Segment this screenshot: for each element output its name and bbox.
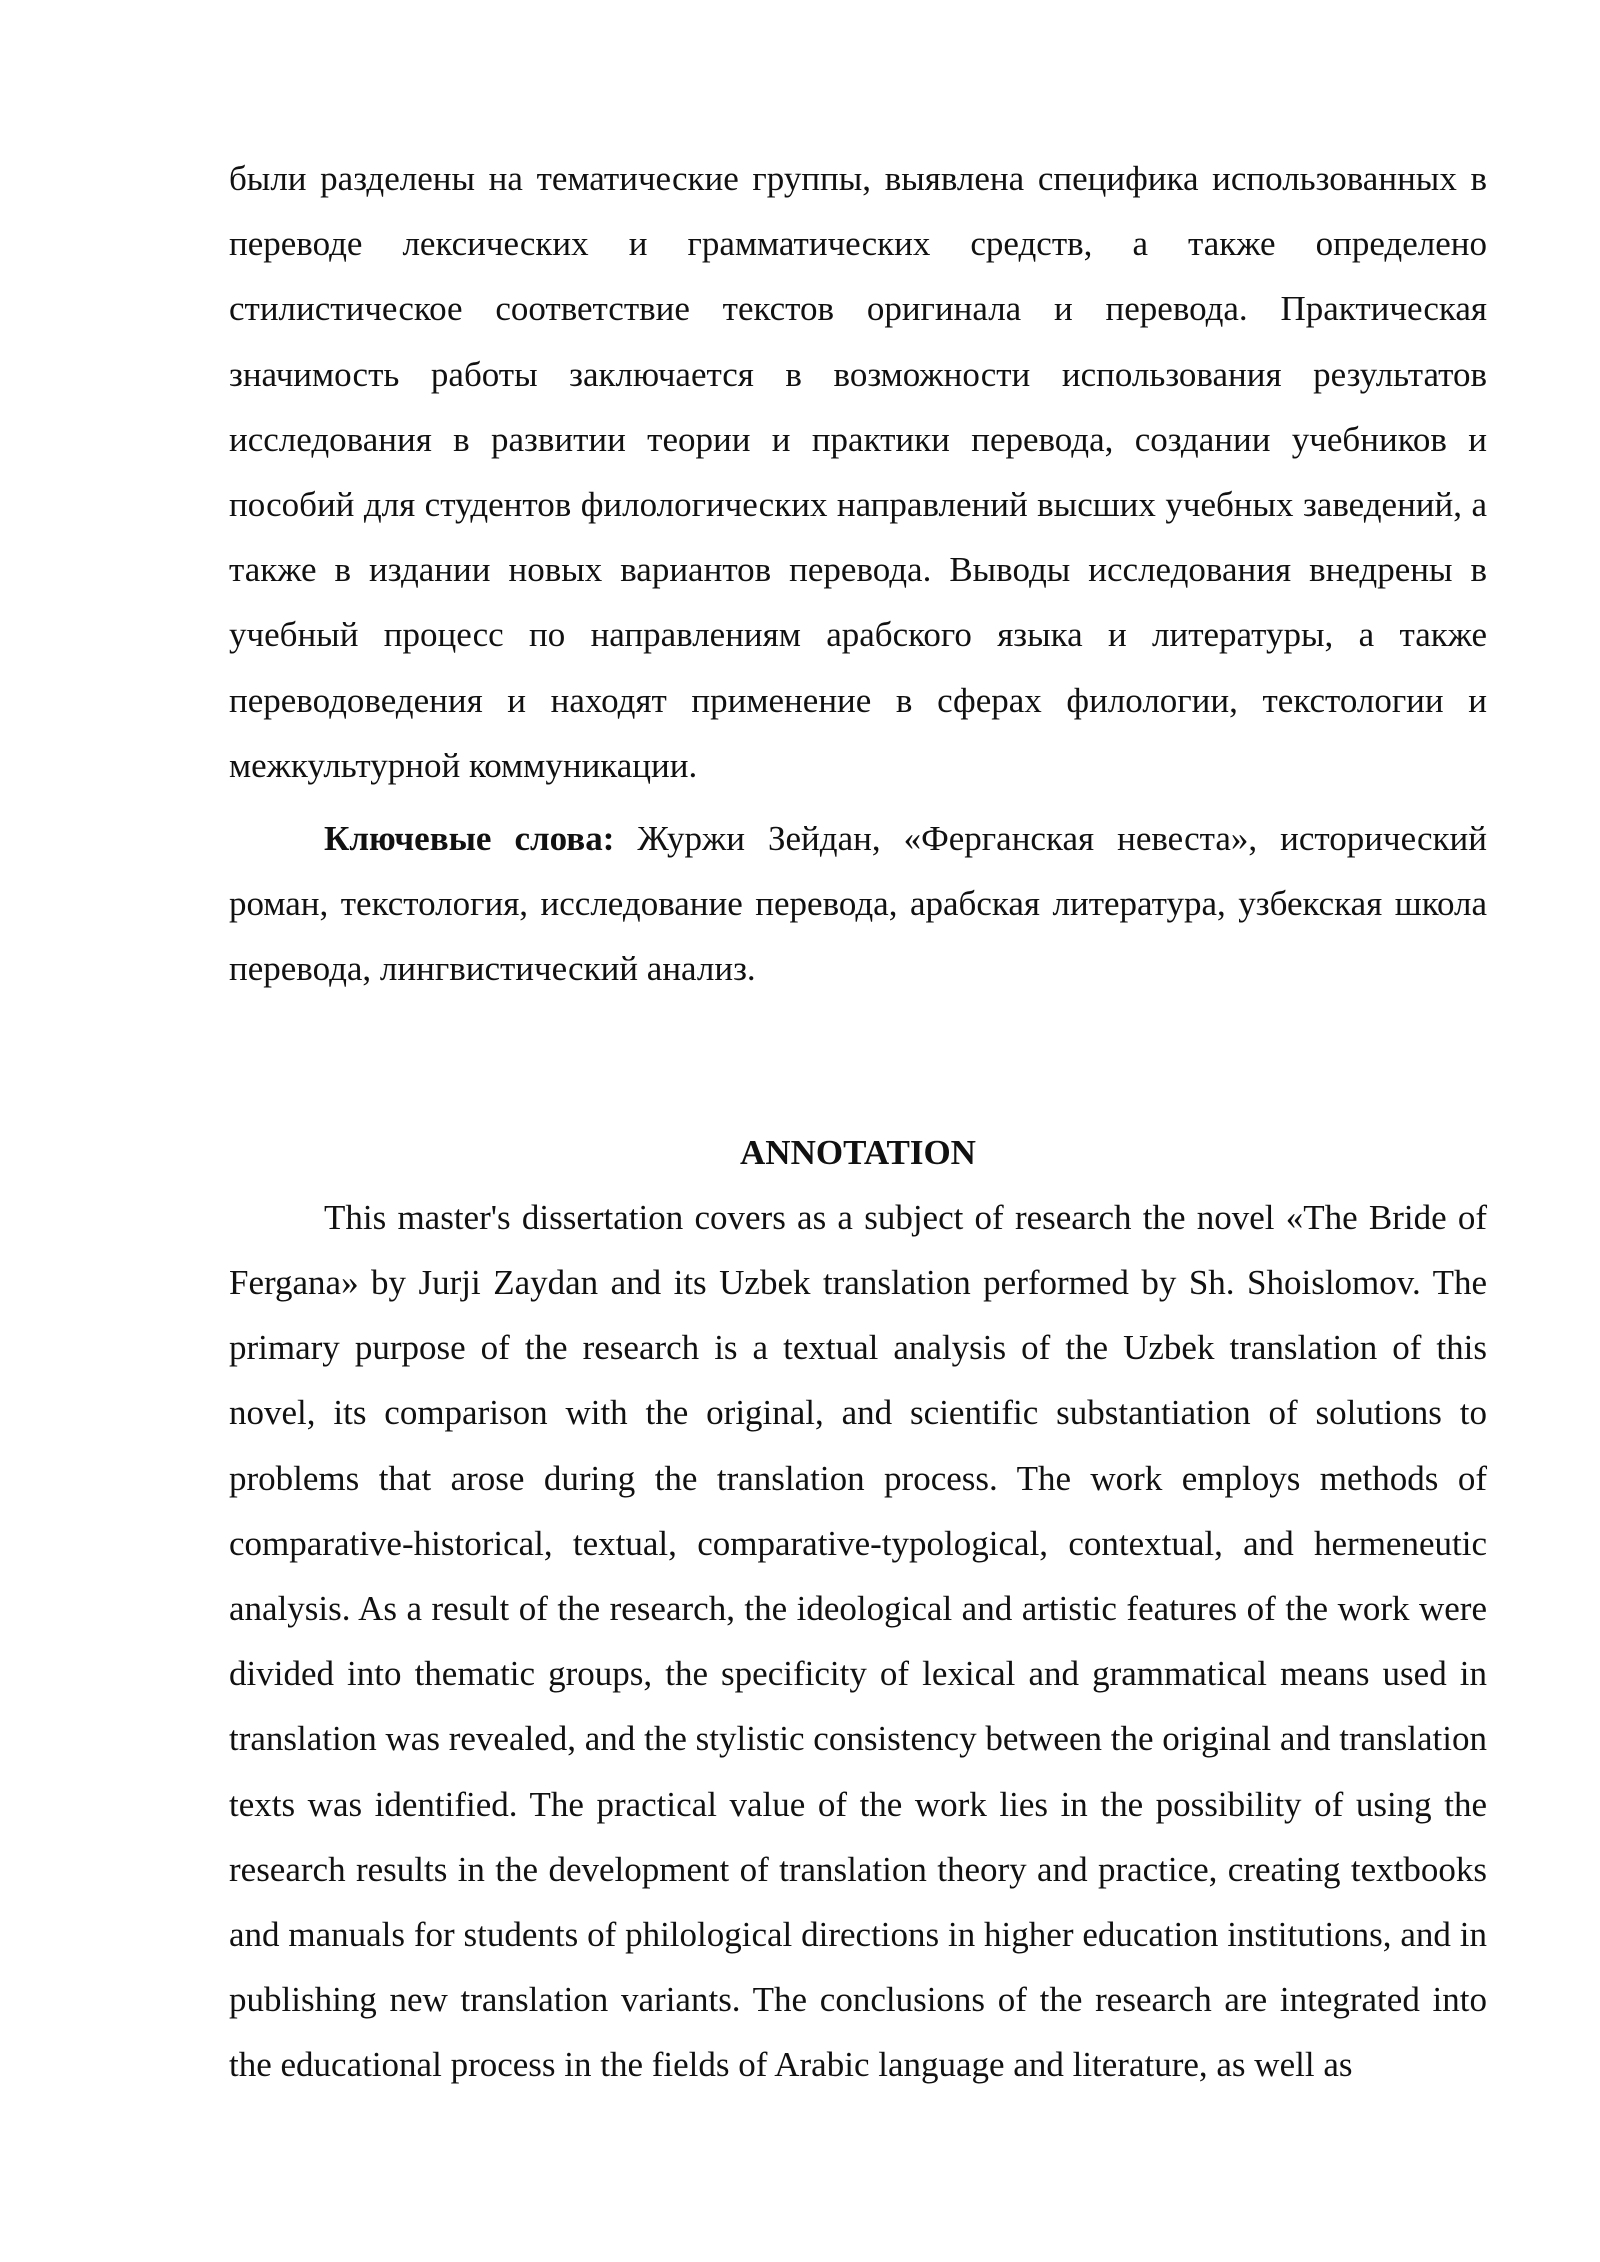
annotation-heading: ANNOTATION bbox=[740, 1132, 976, 1172]
keywords-text: Журжи Зейдан, «Ферганская невеста», исторический роман, текстология, исследование перевода, арабская литература, узбекская школа перевода, лингвистический анализ. bbox=[229, 819, 1487, 989]
russian-abstract-paragraph: были разделены на тематические группы, выявлена специфика использованных в переводе лексических и грамматических средств, а также определено стилистическое соответствие текстов оригинала и перевода. Практическая значимость работы заключается в возможности использования результатов исследования в развитии теории и практики перевода, создании учебников и пособий для студентов филологических направлений высших учебных заведений, а также в издании новых вариантов перевода. Выводы исследования внедрены в учебный процесс по направлениям арабского языка и литературы, а также переводоведения и находят применение в сферах филологии, текстологии и межкультурной коммуникации. bbox=[229, 159, 1487, 785]
annotation-paragraph: This master's dissertation covers as a subject of research the novel «The Bride of Fergana» by Jurji Zaydan and its Uzbek translation performed by Sh. Shoislomov. The primary purpose of the research is a textual analysis of the Uzbek translation of this novel, its comparison with the original, and scientific substantiation of solutions to problems that arose during the translation process. The work employs methods of comparative-historical, textual, comparative-typological, contextual, and hermeneutic analysis. As a result of the research, the ideological and artistic features of the work were divided into thematic groups, the specificity of lexical and grammatical means used in translation was revealed, and the stylistic consistency between the original and translation texts was identified. The practical value of the work lies in the possibility of using the research results in the development of translation theory and practice, creating textbooks and manuals for students of philological directions in higher education institutions, and in publishing new translation variants. The conclusions of the research are integrated into the educational process in the fields of Arabic language and literature, as well as bbox=[229, 1197, 1487, 2085]
page-content bbox=[229, 146, 1487, 2098]
keywords-label: Ключевые слова: bbox=[324, 819, 615, 859]
keywords-paragraph bbox=[229, 806, 1487, 1002]
